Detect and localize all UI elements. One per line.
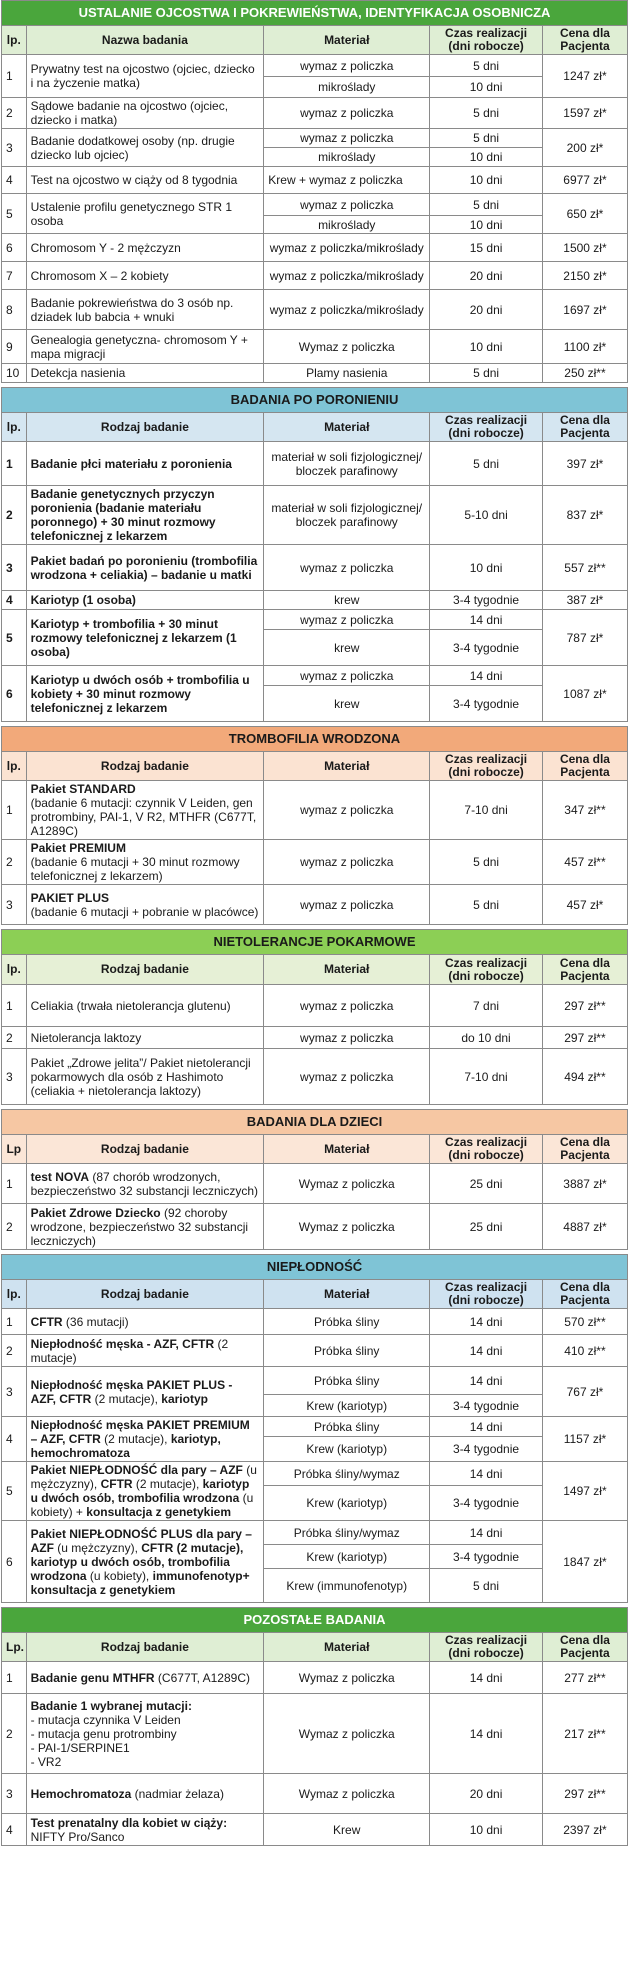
col-time: Czas realizacji (dni robocze) [430, 26, 543, 55]
table-row: 7 Chromosom X – 2 kobiety wymaz z policzka/mikroślady 20 dni 2150 zł* [2, 262, 628, 290]
table-row: 1 CFTR (36 mutacji) Próbka śliny 14 dni 570 zł** [2, 1309, 628, 1335]
table-row: 3 Hemochromatoza (nadmiar żelaza) Wymaz z policzka 20 dni 297 zł** [2, 1774, 628, 1814]
table-row: 3 Pakiet badań po poronieniu (trombofilia wrodzona + celiakia) – badanie u matki wymaz z policzka 10 dni 557 zł** [2, 545, 628, 591]
table-row: 2 Pakiet PREMIUM (badanie 6 mutacji + 30 minut rozmowy telefonicznej z lekarzem) wymaz z policzka 5 dni 457 zł** [2, 840, 628, 885]
table-row: 2 Niepłodność męska - AZF, CFTR (2 mutacje) Próbka śliny 14 dni 410 zł** [2, 1335, 628, 1367]
table-row: 4 Niepłodność męska PAKIET PREMIUM – AZF, CFTR (2 mutacje), kariotyp, hemochromatoza Próbka śliny 14 dni 1157 zł* [2, 1417, 628, 1437]
table-miscarriage: BADANIA PO PORONIENIU lp. Rodzaj badanie Materiał Czas realizacji (dni robocze) Cena dla Pacjenta 1 Badanie płci materiału z poronienia materiał w soli fizjologicznej/ bloczek parafinowy 5 dni 397 zł* 2 Badanie genetycznych przyczyn poronienia (badanie materiału poronnego) + 30 minut rozmowy telefonicznej z lekarzem materiał w soli fizjologicznej/ bloczek parafinowy 5-10 dni 837 zł* 3 Pakiet badań po poronieniu (trombofilia wrodzona + celiakia) – badanie u matki wymaz z policzka 10 dni 557 zł** 4 Kariotyp (1 osoba) krew 3-4 tygodnie 387 zł* 5 Kariotyp + trombofilia + 30 minut rozmowy telefonicznej z lekarzem (1 osoba) wymaz z policzka 14 dni 787 zł* krew 3-4 tygodnie 6 Kariotyp u dwóch osób + trombofilia u kobiety + 30 minut rozmowy telefonicznej z lekarzem wymaz z policzka 14 dni 1087 zł* krew 3-4 tygodnie [1, 387, 628, 722]
table-row: 2 Pakiet Zdrowe Dziecko (92 choroby wrodzone, bezpieczeństwo 32 substancji leczniczych) Wymaz z policzka 25 dni 4887 zł* [2, 1204, 628, 1250]
table-row: 4 Test prenatalny dla kobiet w ciąży: NIFTY Pro/Sanco Krew 10 dni 2397 zł* [2, 1814, 628, 1846]
col-material: Materiał [264, 26, 430, 55]
section-title: POZOSTAŁE BADANIA [2, 1608, 628, 1633]
table-row: 6 Kariotyp u dwóch osób + trombofilia u kobiety + 30 minut rozmowy telefonicznej z lekarzem wymaz z policzka 14 dni 1087 zł* [2, 666, 628, 686]
table-other: POZOSTAŁE BADANIA Lp. Rodzaj badanie Materiał Czas realizacji (dni robocze) Cena dla Pacjenta 1 Badanie genu MTHFR (C677T, A1289C) Wymaz z policzka 14 dni 277 zł** 2 Badanie 1 wybranej mutacji: - mutacja czynnika V Leiden - mutacja genu protrombiny - PAI-1/SERPINE1 - VR2 Wymaz z policzka 14 dni 217 zł** 3 Hemochromatoza (nadmiar żelaza) Wymaz z policzka 20 dni 297 zł** 4 Test prenatalny dla kobiet w ciąży: NIFTY Pro/Sanco Krew 10 dni 2397 zł* [1, 1607, 628, 1846]
table-paternity: USTALANIE OJCOSTWA I POKREWIEŃSTWA, IDENTYFIKACJA OSOBNICZA lp. Nazwa badania Materiał Czas realizacji (dni robocze) Cena dla Pacjenta 1 Prywatny test na ojcostwo (ojciec, dziecko i na życzenie matka) wymaz z policzka 5 dni 1247 zł* mikroślady 10 dni 2 Sądowe badanie na ojcostwo (ojciec, dziecko i matka) wymaz z policzka 5 dni 1597 zł* 3 Badanie dodatkowej osoby (np. drugie dziecko lub ojciec) wymaz z policzka 5 dni 200 zł* mikroślady 10 dni 4 Test na ojcostwo w ciąży od 8 tygodnia Krew + wymaz z policzka 10 dni 6977 zł* 5 Ustalenie profilu genetycznego STR 1 osoba wymaz z policzka 5 dni 650 zł* mikroślady 10 dni 6 Chromosom Y - 2 mężczyzn wymaz z policzka/mikroślady 15 dni 1500 zł* 7 Chromosom X – 2 kobiety wymaz z policzka/mikroślady 20 dni 2150 zł* 8 Badanie pokrewieństwa do 3 osób np. dziadek lub babcia + wnuki wymaz z policzka/mikroślady 20 dni 1697 zł* 9 Genealogia genetyczna- chromosom Y + mapa migracji Wymaz z policzka 10 dni 1100 zł* 10 Detekcja nasienia Plamy nasienia 5 dni 250 zł** [1, 0, 628, 383]
table-row: 3 Badanie dodatkowej osoby (np. drugie dziecko lub ojciec) wymaz z policzka 5 dni 200 zł* [2, 129, 628, 148]
table-row: 1 Badanie płci materiału z poronienia materiał w soli fizjologicznej/ bloczek parafinowy 5 dni 397 zł* [2, 442, 628, 486]
section-title: NIETOLERANCJE POKARMOWE [2, 930, 628, 955]
table-row: 9 Genealogia genetyczna- chromosom Y + mapa migracji Wymaz z policzka 10 dni 1100 zł* [2, 330, 628, 364]
col-name: Nazwa badania [26, 26, 264, 55]
table-children: BADANIA DLA DZIECI Lp Rodzaj badanie Materiał Czas realizacji (dni robocze) Cena dla Pacjenta 1 test NOVA (87 chorób wrodzonych, bezpieczeństwo 32 substancji leczniczych) Wymaz z policzka 25 dni 3887 zł* 2 Pakiet Zdrowe Dziecko (92 choroby wrodzone, bezpieczeństwo 32 substancji leczniczych) Wymaz z policzka 25 dni 4887 zł* [1, 1109, 628, 1250]
table-row: 8 Badanie pokrewieństwa do 3 osób np. dziadek lub babcia + wnuki wymaz z policzka/mikroślady 20 dni 1697 zł* [2, 290, 628, 330]
table-row: 10 Detekcja nasienia Plamy nasienia 5 dni 250 zł** [2, 364, 628, 383]
table-row: 1 Badanie genu MTHFR (C677T, A1289C) Wymaz z policzka 14 dni 277 zł** [2, 1662, 628, 1694]
section-title: NIEPŁODNOŚĆ [2, 1255, 628, 1280]
table-row: 1 Celiakia (trwała nietolerancja glutenu) wymaz z policzka 7 dni 297 zł** [2, 985, 628, 1027]
table-row: 2 Sądowe badanie na ojcostwo (ojciec, dziecko i matka) wymaz z policzka 5 dni 1597 zł* [2, 98, 628, 129]
table-row: 5 Ustalenie profilu genetycznego STR 1 osoba wymaz z policzka 5 dni 650 zł* [2, 194, 628, 216]
table-row: 6 Pakiet NIEPŁODNOŚĆ PLUS dla pary – AZF (u mężczyzny), CFTR (2 mutacje), kariotyp u dwóch osób, trombofilia wrodzona (u kobiety), immunofenotyp+ konsultacja z genetykiem Próbka śliny/wymaz 14 dni 1847 zł* [2, 1521, 628, 1545]
section-title: USTALANIE OJCOSTWA I POKREWIEŃSTWA, IDENTYFIKACJA OSOBNICZA [2, 1, 628, 26]
table-row: 4 Kariotyp (1 osoba) krew 3-4 tygodnie 387 zł* [2, 591, 628, 610]
table-row: 5 Pakiet NIEPŁODNOŚĆ dla pary – AZF (u mężczyzny), CFTR (2 mutacje), kariotyp u dwóch osób, trombofilia wrodzona (u kobiety) + konsultacja z genetykiem Próbka śliny/wymaz 14 dni 1497 zł* [2, 1462, 628, 1486]
table-infertility: NIEPŁODNOŚĆ lp. Rodzaj badanie Materiał Czas realizacji (dni robocze) Cena dla Pacjenta 1 CFTR (36 mutacji) Próbka śliny 14 dni 570 zł** 2 Niepłodność męska - AZF, CFTR (2 mutacje) Próbka śliny 14 dni 410 zł** 3 Niepłodność męska PAKIET PLUS - AZF, CFTR (2 mutacje), kariotyp Próbka śliny 14 dni 767 zł* Krew (kariotyp) 3-4 tygodnie 4 Niepłodność męska PAKIET PREMIUM – AZF, CFTR (2 mutacje), kariotyp, hemochromatoza Próbka śliny 14 dni 1157 zł* Krew (kariotyp) 3-4 tygodnie 5 Pakiet NIEPŁODNOŚĆ dla pary – AZF (u mężczyzny), CFTR (2 mutacje), kariotyp u dwóch osób, trombofilia wrodzona (u kobiety) + konsultacja z genetykiem Próbka śliny/wymaz 14 dni 1497 zł* Krew (kariotyp) 3-4 tygodnie 6 Pakiet NIEPŁODNOŚĆ PLUS dla pary – AZF (u mężczyzny), CFTR (2 mutacje), kariotyp u dwóch osób, trombofilia wrodzona (u kobiety), immunofenotyp+ konsultacja z genetykiem Próbka śliny/wymaz 14 dni 1847 zł* Krew (kariotyp) 3-4 tygodnie Krew (immunofenotyp) 5 dni [1, 1254, 628, 1603]
table-row: 1 Prywatny test na ojcostwo (ojciec, dziecko i na życzenie matka) wymaz z policzka 5 dni 1247 zł* [2, 55, 628, 77]
table-row: 2 Badanie 1 wybranej mutacji: - mutacja czynnika V Leiden - mutacja genu protrombiny - PAI-1/SERPINE1 - VR2 Wymaz z policzka 14 dni 217 zł** [2, 1694, 628, 1774]
table-row: 1 test NOVA (87 chorób wrodzonych, bezpieczeństwo 32 substancji leczniczych) Wymaz z policzka 25 dni 3887 zł* [2, 1164, 628, 1204]
table-row: 2 Badanie genetycznych przyczyn poronienia (badanie materiału poronnego) + 30 minut rozmowy telefonicznej z lekarzem materiał w soli fizjologicznej/ bloczek parafinowy 5-10 dni 837 zł* [2, 486, 628, 545]
table-row: 1 Pakiet STANDARD (badanie 6 mutacji: czynnik V Leiden, gen protrombiny, PAI-1, V R2, MTHFR (C677T, A1289C) wymaz z policzka 7-10 dni 347 zł** [2, 781, 628, 840]
table-food-intolerance: NIETOLERANCJE POKARMOWE lp. Rodzaj badanie Materiał Czas realizacji (dni robocze) Cena dla Pacjenta 1 Celiakia (trwała nietolerancja glutenu) wymaz z policzka 7 dni 297 zł** 2 Nietolerancja laktozy wymaz z policzka do 10 dni 297 zł** 3 Pakiet „Zdrowe jelita”/ Pakiet nietolerancji pokarmowych dla osób z Hashimoto (celiakia + nietolerancja laktozy) wymaz z policzka 7-10 dni 494 zł** [1, 929, 628, 1105]
section-title: BADANIA PO PORONIENIU [2, 388, 628, 413]
table-row: 6 Chromosom Y - 2 mężczyzn wymaz z policzka/mikroślady 15 dni 1500 zł* [2, 234, 628, 262]
table-row: 3 PAKIET PLUS (badanie 6 mutacji + pobranie w placówce) wymaz z policzka 5 dni 457 zł* [2, 885, 628, 925]
table-row: 5 Kariotyp + trombofilia + 30 minut rozmowy telefonicznej z lekarzem (1 osoba) wymaz z policzka 14 dni 787 zł* [2, 610, 628, 630]
table-row: 3 Pakiet „Zdrowe jelita”/ Pakiet nietolerancji pokarmowych dla osób z Hashimoto (celiakia + nietolerancja laktozy) wymaz z policzka 7-10 dni 494 zł** [2, 1049, 628, 1105]
table-row: 3 Niepłodność męska PAKIET PLUS - AZF, CFTR (2 mutacje), kariotyp Próbka śliny 14 dni 767 zł* [2, 1367, 628, 1395]
table-row: 4 Test na ojcostwo w ciąży od 8 tygodnia Krew + wymaz z policzka 10 dni 6977 zł* [2, 167, 628, 194]
section-title: BADANIA DLA DZIECI [2, 1110, 628, 1135]
table-row: 2 Nietolerancja laktozy wymaz z policzka do 10 dni 297 zł** [2, 1027, 628, 1049]
section-title: TROMBOFILIA WRODZONA [2, 727, 628, 752]
col-price: Cena dla Pacjenta [542, 26, 627, 55]
col-lp: lp. [2, 26, 27, 55]
table-thrombophilia: TROMBOFILIA WRODZONA lp. Rodzaj badanie Materiał Czas realizacji (dni robocze) Cena dla Pacjenta 1 Pakiet STANDARD (badanie 6 mutacji: czynnik V Leiden, gen protrombiny, PAI-1, V R2, MTHFR (C677T, A1289C) wymaz z policzka 7-10 dni 347 zł** 2 Pakiet PREMIUM (badanie 6 mutacji + 30 minut rozmowy telefonicznej z lekarzem) wymaz z policzka 5 dni 457 zł** 3 PAKIET PLUS (badanie 6 mutacji + pobranie w placówce) wymaz z policzka 5 dni 457 zł* [1, 726, 628, 925]
